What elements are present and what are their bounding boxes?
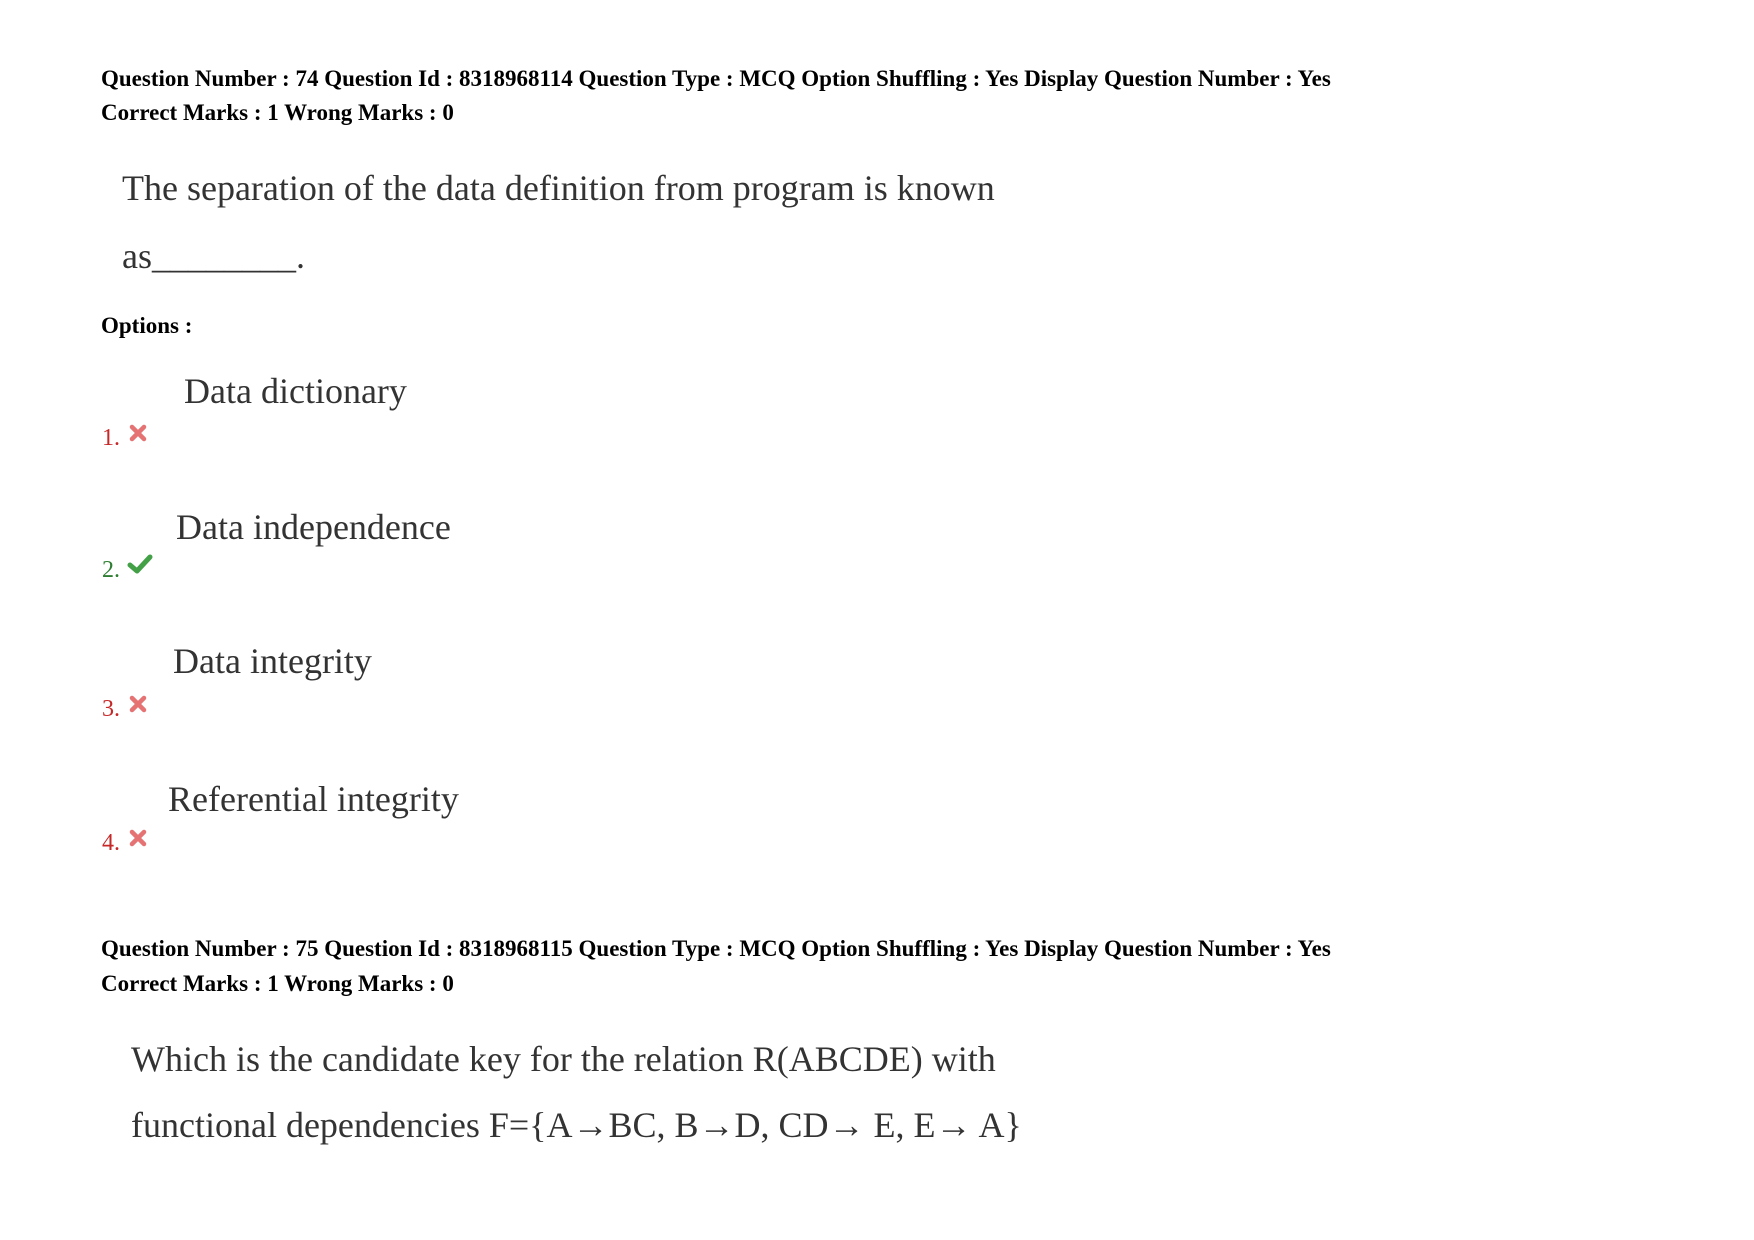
cross-icon: [128, 828, 148, 848]
question-74-marks: Correct Marks : 1 Wrong Marks : 0: [101, 100, 454, 125]
option-4-number: 4.: [102, 830, 120, 856]
option-2-text: Data independence: [176, 507, 451, 547]
question-75-text-line-1: Which is the candidate key for the relation R(ABCDE) with: [131, 1039, 996, 1079]
question-75-text-line-2: functional dependencies F={A→BC, B→D, CD→ E, E→ A}: [131, 1105, 1022, 1145]
question-75-meta: Question Number : 75 Question Id : 8318968115 Question Type : MCQ Option Shuffling : Yes Display Question Number : Yes: [101, 936, 1331, 961]
question-74-text-line-2: as________.: [122, 236, 305, 276]
check-icon: [127, 553, 153, 575]
options-label: Options :: [101, 313, 193, 338]
question-74-text-line-1: The separation of the data definition from program is known: [122, 168, 995, 208]
question-74-meta: Question Number : 74 Question Id : 8318968114 Question Type : MCQ Option Shuffling : Yes Display Question Number : Yes: [101, 66, 1331, 91]
question-75-marks: Correct Marks : 1 Wrong Marks : 0: [101, 971, 454, 996]
option-1-number: 1.: [102, 425, 120, 451]
option-2-number: 2.: [102, 557, 120, 583]
option-3-text: Data integrity: [173, 641, 372, 681]
option-1-text: Data dictionary: [184, 371, 407, 411]
option-4-text: Referential integrity: [168, 779, 459, 819]
cross-icon: [128, 694, 148, 714]
cross-icon: [128, 423, 148, 443]
option-3-number: 3.: [102, 696, 120, 722]
